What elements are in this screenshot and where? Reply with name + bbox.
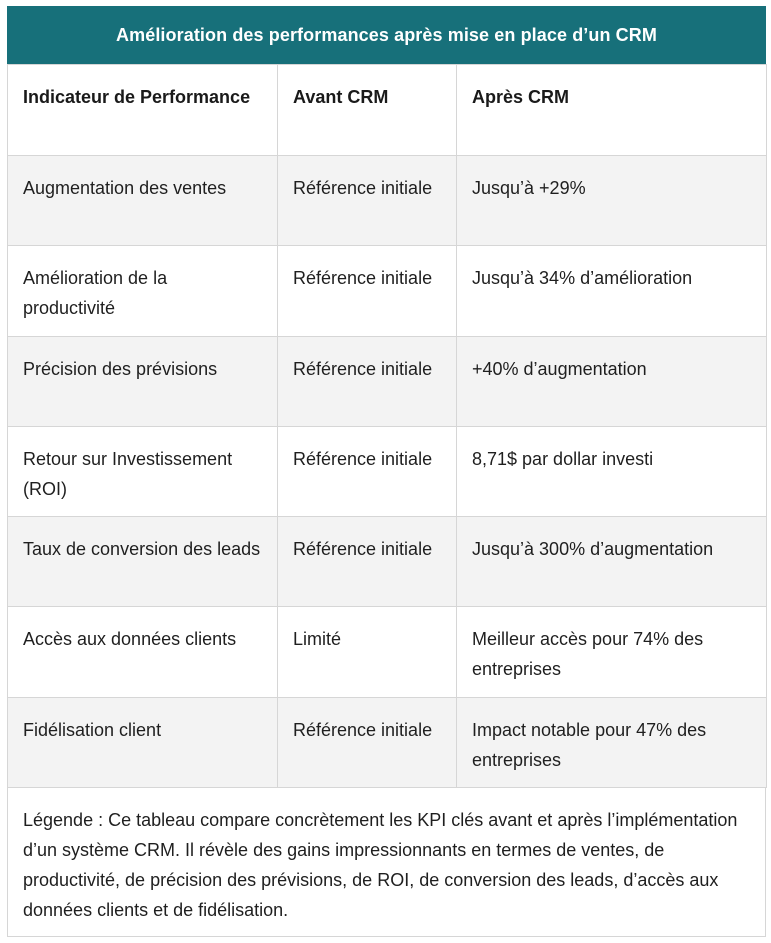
header-indicator: Indicateur de Performance: [8, 65, 278, 156]
cell-indicator: Augmentation des ventes: [8, 156, 278, 246]
comparison-table-container: [7, 6, 766, 937]
cell-after: Jusqu’à 300% d’augmentation: [457, 517, 767, 607]
header-row: [8, 65, 767, 156]
cell-before: Référence initiale: [278, 156, 457, 246]
cell-indicator: Retour sur Investissement (ROI): [8, 426, 278, 516]
table-row: [8, 517, 767, 607]
cell-after: 8,71$ par dollar investi: [457, 426, 767, 516]
cell-before: Référence initiale: [278, 336, 457, 426]
cell-indicator: Accès aux données clients: [8, 607, 278, 697]
table-legend: Légende : Ce tableau compare concrètement les KPI clés avant et après l’implémentation d’un système CRM. Il révèle des gains impressionnants en termes de ventes, de productivité, de précision des prévisions, de ROI, de conversion des leads, d’accès aux données clients et de fidélisation.: [7, 788, 766, 937]
cell-before: Référence initiale: [278, 697, 457, 787]
table-title: Amélioration des performances après mise en place d’un CRM: [7, 6, 766, 64]
header-after-crm: Après CRM: [457, 65, 767, 156]
cell-indicator: Fidélisation client: [8, 697, 278, 787]
cell-indicator: Taux de conversion des leads: [8, 517, 278, 607]
cell-indicator: Précision des prévisions: [8, 336, 278, 426]
cell-after: Meilleur accès pour 74% des entreprises: [457, 607, 767, 697]
cell-before: Référence initiale: [278, 426, 457, 516]
table-row: [8, 607, 767, 697]
table-row: [8, 156, 767, 246]
cell-after: Jusqu’à +29%: [457, 156, 767, 246]
cell-indicator: Amélioration de la productivité: [8, 246, 278, 336]
table-row: [8, 336, 767, 426]
header-before-crm: Avant CRM: [278, 65, 457, 156]
cell-before: Limité: [278, 607, 457, 697]
table-row: [8, 697, 767, 787]
kpi-table: [7, 64, 767, 788]
cell-before: Référence initiale: [278, 517, 457, 607]
cell-before: Référence initiale: [278, 246, 457, 336]
table-row: [8, 246, 767, 336]
cell-after: Impact notable pour 47% des entreprises: [457, 697, 767, 787]
cell-after: +40% d’augmentation: [457, 336, 767, 426]
cell-after: Jusqu’à 34% d’amélioration: [457, 246, 767, 336]
table-row: [8, 426, 767, 516]
